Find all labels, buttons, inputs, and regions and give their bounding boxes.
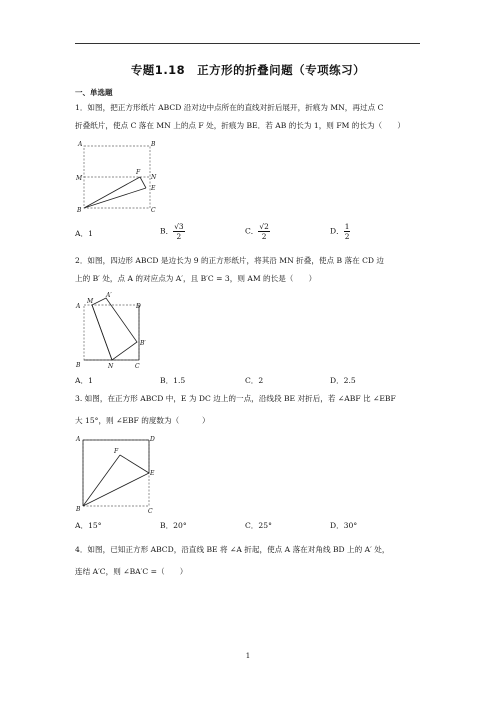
q3-option-d: D．30° [330,521,358,530]
question-3-line-1: 3. 如图，在正方形 ABCD 中，E 为 DC 边上的一点，沿线段 BE 对折后，若 ∠ABF 比 ∠EBF [75,394,396,403]
fig1-label-b-top: B [151,141,156,148]
fig2-label-a-prime: A′ [106,292,112,299]
question-2-line-2: 上的 B′ 处，点 A 的对应点为 A′，且 B′C = 3，则 AM 的长是（ ） [75,274,317,283]
fig2-label-b: B [76,362,81,369]
q1-option-a: A．1 [75,229,93,238]
q3-option-b: B．20° [160,521,187,530]
fig1-label-f: F [136,169,141,176]
fig3-segment-bf [83,455,120,506]
q3-option-a: A．15° [75,521,102,530]
fig3-label-b: B [76,506,81,513]
q2-option-c: C．2 [245,376,264,385]
fig2-folded-flap [92,298,137,360]
question-2-line-1: 2．如图，四边形 ABCD 是边长为 9 的正方形纸片，将其沿 MN 折叠，使点 B 落在 CD 边 [75,256,385,265]
fig3-segment-be [83,473,149,506]
fig1-label-m: M [76,175,83,182]
q1-option-d: D． $\frac{1}{2}$ [330,222,350,241]
fig1-label-b: B [77,207,82,214]
question-3-figure [72,434,160,516]
header-rule [75,43,420,44]
fig2-label-m: M [87,298,94,305]
question-4-line-2: 连结 A′C，则 ∠BA′C =（ ） [75,567,188,576]
fig2-label-c: C [135,363,140,369]
question-4-line-1: 4．如图，已知正方形 ABCD，沿直线 BE 将 ∠A 折起，使点 A 落在对角线 BD 上的 A′ 处， [75,545,390,554]
fig2-label-n: N [108,363,114,369]
question-1-line-2: 折叠纸片，使点 C 落在 MN 上的点 F 处，折痕为 BE．若 AB 的长为 1，则 FM 的长为（ ） [75,121,405,130]
section-heading: 一、单选题 [75,88,113,97]
q2-option-b: B．1.5 [160,376,186,385]
q1-option-b-fraction: $\frac{√3}{2}$ [174,222,184,241]
fig3-label-f: F [114,448,119,455]
fig3-label-a: A [76,436,81,443]
q1-option-c: C． $\frac{√2}{2}$ [245,222,269,241]
q1-option-c-fraction: $\frac{√2}{2}$ [259,222,269,241]
fig3-segment-fe [120,455,149,473]
fig1-label-n: N [151,174,157,181]
q1-option-b: B． $\frac{√3}{2}$ [160,222,184,241]
fig3-label-e: E [150,470,155,477]
fig3-label-d: D [150,436,155,443]
q3-option-c: C．25° [245,521,272,530]
page-title: 专题1.18 正方形的折叠问题（专项练习） [130,63,366,77]
fig1-label-c: C [151,207,156,214]
fig2-label-a: A [76,303,81,310]
fig3-label-c: C [148,508,153,515]
page-number: 1 [245,652,251,660]
question-3-line-2: 大 15°，则 ∠EBF 的度数为（ ） [75,416,210,425]
fig1-label-a: A [78,141,83,148]
question-1-line-1: 1．如图，把正方形纸片 ABCD 沿对边中点所在的直线对折后展开，折痕为 MN，再过点 C [75,103,384,112]
fig1-label-e: E [151,185,156,192]
fig2-label-b-prime: B′ [140,340,146,347]
question-2-figure [72,291,156,369]
fig1-segment-fe [140,177,146,188]
q1-option-d-fraction: $\frac{1}{2}$ [344,222,350,241]
fig2-label-d: D [136,303,141,310]
q2-option-d: D．2.5 [330,376,356,385]
q2-option-a: A．1 [75,376,93,385]
question-1-figure [72,140,162,216]
